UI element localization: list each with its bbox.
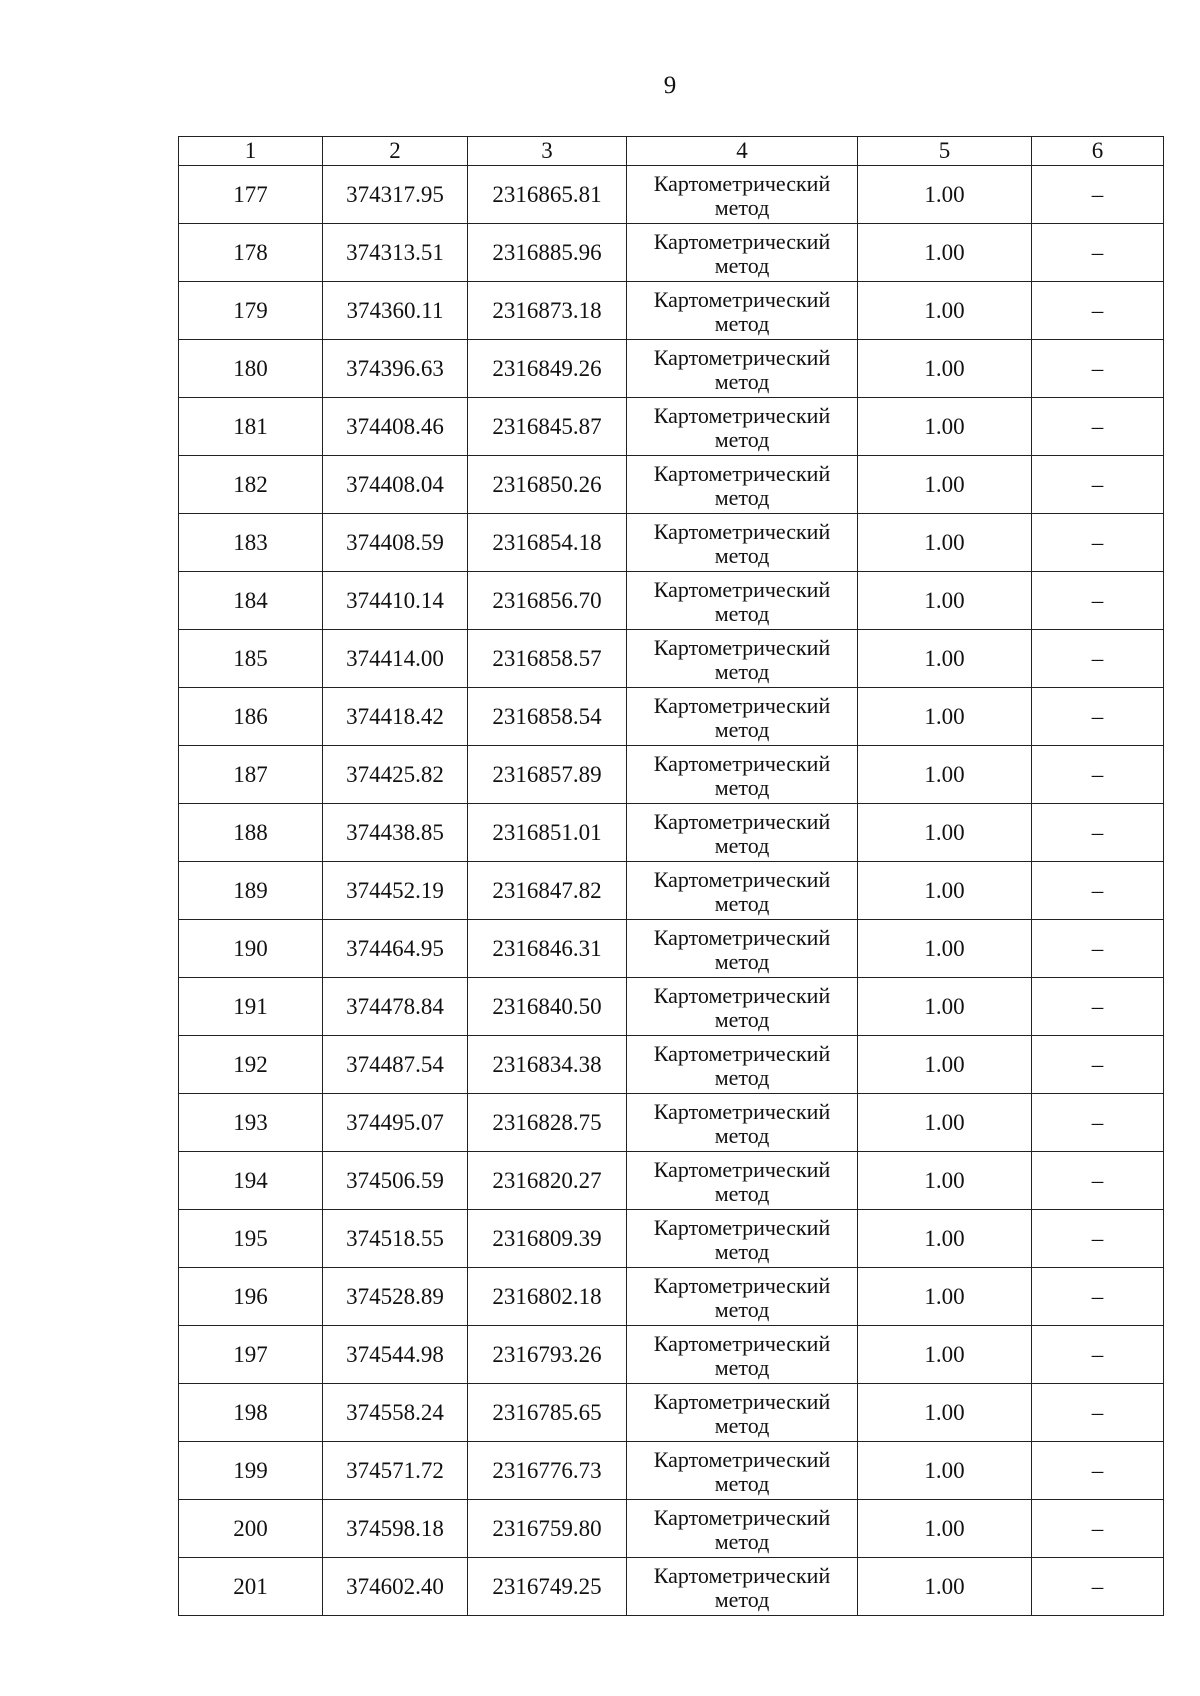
method-line-1: Картометрический: [653, 750, 831, 776]
table-row: [179, 514, 1164, 572]
method-line-1: Картометрический: [653, 1156, 831, 1182]
accuracy-cell: 1.00: [858, 1036, 1032, 1094]
accuracy-cell: 1.00: [858, 862, 1032, 920]
y-coordinate-cell: 2316840.50: [468, 978, 627, 1036]
table-row: [179, 166, 1164, 224]
method-line-1: Картометрический: [653, 1504, 831, 1530]
method-line-1: Картометрический: [653, 808, 831, 834]
accuracy-cell: 1.00: [858, 398, 1032, 456]
point-number-cell: 182: [179, 456, 323, 514]
method-line-1: Картометрический: [653, 692, 831, 718]
method-line-1: Картометрический: [653, 1098, 831, 1124]
point-number-cell: 179: [179, 282, 323, 340]
note-cell: –: [1032, 746, 1164, 804]
method-cell: [627, 514, 858, 572]
note-cell: –: [1032, 862, 1164, 920]
note-cell: –: [1032, 1268, 1164, 1326]
accuracy-cell: 1.00: [858, 1442, 1032, 1500]
table-row: [179, 978, 1164, 1036]
note-cell: –: [1032, 340, 1164, 398]
point-number-cell: 178: [179, 224, 323, 282]
point-number-cell: 184: [179, 572, 323, 630]
y-coordinate-cell: 2316854.18: [468, 514, 627, 572]
method-cell: [627, 282, 858, 340]
x-coordinate-cell: 374410.14: [323, 572, 468, 630]
point-number-cell: 177: [179, 166, 323, 224]
table-row: [179, 572, 1164, 630]
note-cell: –: [1032, 572, 1164, 630]
note-cell: –: [1032, 1500, 1164, 1558]
method-line-2: метод: [714, 716, 770, 742]
x-coordinate-cell: 374518.55: [323, 1210, 468, 1268]
method-cell: [627, 1210, 858, 1268]
note-cell: –: [1032, 1326, 1164, 1384]
y-coordinate-cell: 2316785.65: [468, 1384, 627, 1442]
table-row: [179, 688, 1164, 746]
method-line-2: метод: [714, 426, 770, 452]
header-cell-1: 1: [179, 137, 323, 166]
method-cell: [627, 1442, 858, 1500]
point-number-cell: 186: [179, 688, 323, 746]
point-number-cell: 189: [179, 862, 323, 920]
accuracy-cell: 1.00: [858, 572, 1032, 630]
point-number-cell: 181: [179, 398, 323, 456]
method-line-2: метод: [714, 774, 770, 800]
x-coordinate-cell: 374602.40: [323, 1558, 468, 1616]
accuracy-cell: 1.00: [858, 282, 1032, 340]
y-coordinate-cell: 2316856.70: [468, 572, 627, 630]
accuracy-cell: 1.00: [858, 688, 1032, 746]
method-line-1: Картометрический: [653, 1330, 831, 1356]
coordinates-table-wrapper: [178, 136, 1163, 1616]
method-cell: [627, 572, 858, 630]
method-line-1: Картометрический: [653, 1562, 831, 1588]
table-row: [179, 920, 1164, 978]
point-number-cell: 187: [179, 746, 323, 804]
point-number-cell: 185: [179, 630, 323, 688]
y-coordinate-cell: 2316749.25: [468, 1558, 627, 1616]
y-coordinate-cell: 2316802.18: [468, 1268, 627, 1326]
header-cell-6: 6: [1032, 137, 1164, 166]
method-line-1: Картометрический: [653, 866, 831, 892]
point-number-cell: 194: [179, 1152, 323, 1210]
note-cell: –: [1032, 282, 1164, 340]
y-coordinate-cell: 2316847.82: [468, 862, 627, 920]
accuracy-cell: 1.00: [858, 1268, 1032, 1326]
point-number-cell: 193: [179, 1094, 323, 1152]
method-line-1: Картометрический: [653, 1040, 831, 1066]
point-number-cell: 201: [179, 1558, 323, 1616]
y-coordinate-cell: 2316828.75: [468, 1094, 627, 1152]
table-row: [179, 1442, 1164, 1500]
method-line-1: Картометрический: [653, 228, 831, 254]
y-coordinate-cell: 2316849.26: [468, 340, 627, 398]
point-number-cell: 197: [179, 1326, 323, 1384]
y-coordinate-cell: 2316759.80: [468, 1500, 627, 1558]
method-line-1: Картометрический: [653, 1214, 831, 1240]
method-cell: [627, 398, 858, 456]
method-line-1: Картометрический: [653, 518, 831, 544]
note-cell: –: [1032, 456, 1164, 514]
header-cell-5: 5: [858, 137, 1032, 166]
table-row: [179, 224, 1164, 282]
note-cell: –: [1032, 1036, 1164, 1094]
accuracy-cell: 1.00: [858, 1500, 1032, 1558]
accuracy-cell: 1.00: [858, 746, 1032, 804]
table-row: [179, 340, 1164, 398]
method-line-2: метод: [714, 1180, 770, 1206]
note-cell: –: [1032, 1558, 1164, 1616]
table-row: [179, 1094, 1164, 1152]
method-line-2: метод: [714, 832, 770, 858]
note-cell: –: [1032, 688, 1164, 746]
method-line-1: Картометрический: [653, 1446, 831, 1472]
x-coordinate-cell: 374571.72: [323, 1442, 468, 1500]
y-coordinate-cell: 2316885.96: [468, 224, 627, 282]
header-cell-3: 3: [468, 137, 627, 166]
x-coordinate-cell: 374408.59: [323, 514, 468, 572]
note-cell: –: [1032, 1442, 1164, 1500]
header-cell-4: 4: [627, 137, 858, 166]
x-coordinate-cell: 374464.95: [323, 920, 468, 978]
method-cell: [627, 1036, 858, 1094]
coordinates-table: [178, 136, 1164, 1616]
note-cell: –: [1032, 978, 1164, 1036]
method-line-2: метод: [714, 1412, 770, 1438]
table-row: [179, 1500, 1164, 1558]
method-line-2: метод: [714, 658, 770, 684]
y-coordinate-cell: 2316809.39: [468, 1210, 627, 1268]
table-row: [179, 398, 1164, 456]
method-line-2: метод: [714, 1586, 770, 1612]
method-cell: [627, 804, 858, 862]
accuracy-cell: 1.00: [858, 804, 1032, 862]
x-coordinate-cell: 374528.89: [323, 1268, 468, 1326]
x-coordinate-cell: 374506.59: [323, 1152, 468, 1210]
accuracy-cell: 1.00: [858, 1558, 1032, 1616]
method-line-2: метод: [714, 600, 770, 626]
y-coordinate-cell: 2316865.81: [468, 166, 627, 224]
method-line-2: метод: [714, 1064, 770, 1090]
method-cell: [627, 224, 858, 282]
accuracy-cell: 1.00: [858, 1326, 1032, 1384]
note-cell: –: [1032, 1384, 1164, 1442]
table-row: [179, 1384, 1164, 1442]
method-line-1: Картометрический: [653, 1388, 831, 1414]
method-cell: [627, 166, 858, 224]
point-number-cell: 190: [179, 920, 323, 978]
x-coordinate-cell: 374495.07: [323, 1094, 468, 1152]
note-cell: –: [1032, 1152, 1164, 1210]
accuracy-cell: 1.00: [858, 1210, 1032, 1268]
accuracy-cell: 1.00: [858, 340, 1032, 398]
method-cell: [627, 630, 858, 688]
method-line-2: метод: [714, 890, 770, 916]
method-line-1: Картометрический: [653, 460, 831, 486]
method-line-2: метод: [714, 1006, 770, 1032]
table-row: [179, 1036, 1164, 1094]
y-coordinate-cell: 2316850.26: [468, 456, 627, 514]
accuracy-cell: 1.00: [858, 166, 1032, 224]
y-coordinate-cell: 2316858.54: [468, 688, 627, 746]
method-line-2: метод: [714, 1470, 770, 1496]
method-line-2: метод: [714, 252, 770, 278]
method-line-2: метод: [714, 1296, 770, 1322]
method-line-1: Картометрический: [653, 634, 831, 660]
point-number-cell: 198: [179, 1384, 323, 1442]
note-cell: –: [1032, 1094, 1164, 1152]
y-coordinate-cell: 2316873.18: [468, 282, 627, 340]
page-number: 9: [663, 72, 677, 99]
y-coordinate-cell: 2316858.57: [468, 630, 627, 688]
x-coordinate-cell: 374598.18: [323, 1500, 468, 1558]
x-coordinate-cell: 374414.00: [323, 630, 468, 688]
y-coordinate-cell: 2316857.89: [468, 746, 627, 804]
accuracy-cell: 1.00: [858, 1094, 1032, 1152]
method-line-1: Картометрический: [653, 286, 831, 312]
accuracy-cell: 1.00: [858, 920, 1032, 978]
accuracy-cell: 1.00: [858, 1384, 1032, 1442]
method-line-2: метод: [714, 484, 770, 510]
y-coordinate-cell: 2316793.26: [468, 1326, 627, 1384]
method-line-1: Картометрический: [653, 344, 831, 370]
y-coordinate-cell: 2316834.38: [468, 1036, 627, 1094]
point-number-cell: 180: [179, 340, 323, 398]
table-row: [179, 1558, 1164, 1616]
method-cell: [627, 1326, 858, 1384]
point-number-cell: 200: [179, 1500, 323, 1558]
method-line-2: метод: [714, 1528, 770, 1554]
point-number-cell: 192: [179, 1036, 323, 1094]
x-coordinate-cell: 374425.82: [323, 746, 468, 804]
table-row: [179, 1268, 1164, 1326]
table-row: [179, 282, 1164, 340]
x-coordinate-cell: 374478.84: [323, 978, 468, 1036]
method-cell: [627, 340, 858, 398]
header-row: [179, 137, 1164, 166]
y-coordinate-cell: 2316851.01: [468, 804, 627, 862]
x-coordinate-cell: 374438.85: [323, 804, 468, 862]
table-row: [179, 630, 1164, 688]
point-number-cell: 191: [179, 978, 323, 1036]
note-cell: –: [1032, 630, 1164, 688]
method-line-2: метод: [714, 194, 770, 220]
x-coordinate-cell: 374544.98: [323, 1326, 468, 1384]
x-coordinate-cell: 374418.42: [323, 688, 468, 746]
point-number-cell: 195: [179, 1210, 323, 1268]
header-cell-2: 2: [323, 137, 468, 166]
x-coordinate-cell: 374317.95: [323, 166, 468, 224]
method-cell: [627, 978, 858, 1036]
method-cell: [627, 746, 858, 804]
note-cell: –: [1032, 398, 1164, 456]
table-row: [179, 1326, 1164, 1384]
method-line-2: метод: [714, 310, 770, 336]
method-line-2: метод: [714, 1354, 770, 1380]
method-line-1: Картометрический: [653, 924, 831, 950]
accuracy-cell: 1.00: [858, 456, 1032, 514]
method-cell: [627, 862, 858, 920]
method-line-2: метод: [714, 948, 770, 974]
method-line-1: Картометрический: [653, 170, 831, 196]
x-coordinate-cell: 374360.11: [323, 282, 468, 340]
table-row: [179, 746, 1164, 804]
x-coordinate-cell: 374396.63: [323, 340, 468, 398]
x-coordinate-cell: 374408.46: [323, 398, 468, 456]
accuracy-cell: 1.00: [858, 978, 1032, 1036]
y-coordinate-cell: 2316820.27: [468, 1152, 627, 1210]
table-row: [179, 804, 1164, 862]
method-cell: [627, 1500, 858, 1558]
note-cell: –: [1032, 804, 1164, 862]
point-number-cell: 196: [179, 1268, 323, 1326]
x-coordinate-cell: 374408.04: [323, 456, 468, 514]
table-row: [179, 456, 1164, 514]
table-row: [179, 1210, 1164, 1268]
note-cell: –: [1032, 514, 1164, 572]
x-coordinate-cell: 374487.54: [323, 1036, 468, 1094]
note-cell: –: [1032, 224, 1164, 282]
note-cell: –: [1032, 1210, 1164, 1268]
method-cell: [627, 688, 858, 746]
method-line-1: Картометрический: [653, 982, 831, 1008]
x-coordinate-cell: 374558.24: [323, 1384, 468, 1442]
method-line-2: метод: [714, 542, 770, 568]
y-coordinate-cell: 2316845.87: [468, 398, 627, 456]
method-cell: [627, 1384, 858, 1442]
method-cell: [627, 1152, 858, 1210]
method-cell: [627, 456, 858, 514]
y-coordinate-cell: 2316846.31: [468, 920, 627, 978]
point-number-cell: 188: [179, 804, 323, 862]
y-coordinate-cell: 2316776.73: [468, 1442, 627, 1500]
method-cell: [627, 1268, 858, 1326]
method-line-1: Картометрический: [653, 402, 831, 428]
table-body: [179, 166, 1164, 1616]
method-cell: [627, 1094, 858, 1152]
method-line-2: метод: [714, 368, 770, 394]
method-cell: [627, 920, 858, 978]
accuracy-cell: 1.00: [858, 1152, 1032, 1210]
method-line-1: Картометрический: [653, 576, 831, 602]
point-number-cell: 199: [179, 1442, 323, 1500]
method-cell: [627, 1558, 858, 1616]
table-header: [179, 137, 1164, 166]
x-coordinate-cell: 374313.51: [323, 224, 468, 282]
x-coordinate-cell: 374452.19: [323, 862, 468, 920]
accuracy-cell: 1.00: [858, 630, 1032, 688]
accuracy-cell: 1.00: [858, 224, 1032, 282]
accuracy-cell: 1.00: [858, 514, 1032, 572]
point-number-cell: 183: [179, 514, 323, 572]
method-line-2: метод: [714, 1238, 770, 1264]
method-line-2: метод: [714, 1122, 770, 1148]
table-row: [179, 1152, 1164, 1210]
note-cell: –: [1032, 920, 1164, 978]
table-row: [179, 862, 1164, 920]
note-cell: –: [1032, 166, 1164, 224]
method-line-1: Картометрический: [653, 1272, 831, 1298]
